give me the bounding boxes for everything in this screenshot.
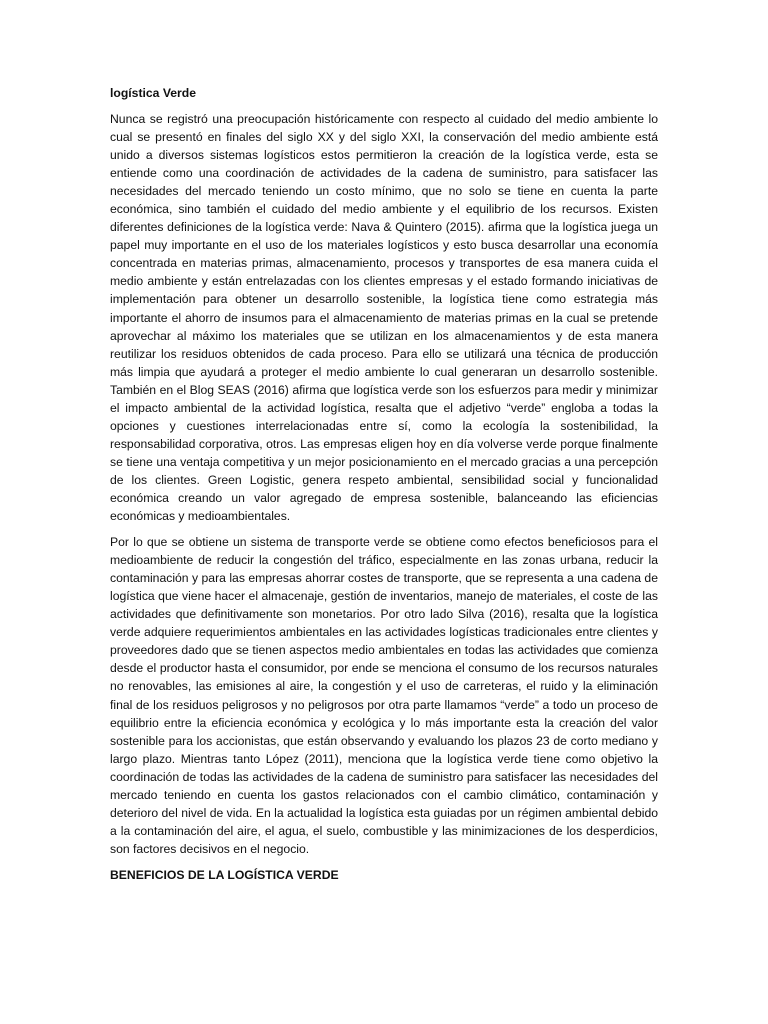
paragraph-intro: Nunca se registró una preocupación históricamente con respecto al cuidado del medio ambiente lo cual se presentó en finales del siglo XX y del siglo XXI, la conservación del medio ambiente está unido a diversos sistemas logísticos estos permitieron la creación de la logística verde, esta se entiende como una coordinación de actividades de la cadena de suministro, para satisfacer las necesidades del mercado teniendo un costo mínimo, que no solo se tiene en cuenta la parte económica, sino también el cuidado del medio ambiente y el equilibrio de los recursos. Existen diferentes definiciones de la logística verde: Nava & Quintero (2015). afirma que la logística juega un papel muy importante en el uso de los materiales logísticos y esto busca desarrollar una economía concentrada en materias primas, almacenamiento, procesos y transportes de esa manera cuida el medio ambiente y están entrelazadas con los clientes empresas y el estado formando iniciativas de implementación para obtener un desarrollo sostenible, la logística tiene como estrategia más importante el ahorro de insumos para el almacenamiento de materias primas en la cual se pretende aprovechar al máximo los materiales que se utilizan en los almacenamientos y de esta manera reutilizar los residuos obtenidos de cada proceso. Para ello se utilizará una técnica de producción más limpia que ayudará a proteger el medio ambiente lo cual generaran un desarrollo sostenible. También en el Blog SEAS (2016) afirma que logística verde son los esfuerzos para medir y minimizar el impacto ambiental de la actividad logística, resalta que el adjetivo “verde” engloba a todas la opciones y cuestiones interrelacionadas entre sí, como la ecología la sostenibilidad, la responsabilidad corporativa, otros. Las empresas eligen hoy en día volverse verde porque finalmente se tiene una ventaja competitiva y un mejor posicionamiento en el mercado gracias a una percepción de los clientes. Green Logistic, genera respeto ambiental, sensibilidad social y funcionalidad económica creando un valor agregado de empresa sostenible, balanceando las eficiencias económicas y medioambientales. [110, 112, 658, 524]
document-title: logística Verde [110, 86, 197, 100]
paragraph-transport: Por lo que se obtiene un sistema de transporte verde se obtiene como efectos beneficiosos para el medioambiente de reducir la congestión del tráfico, especialmente en las zonas urbana, reducir la contaminación y para las empresas ahorrar costes de transporte, que se representa a una cadena de logística que viene hacer el almacenaje, gestión de inventarios, manejo de materiales, el coste de las actividades que definitivamente son monetarios. Por otro lado Silva (2016), resalta que la logística verde adquiere requerimientos ambientales en las actividades logísticas tradicionales entre clientes y proveedores dado que se tienen aspectos medio ambientales en todas las actividades que comienza desde el productor hasta el consumidor, por ende se menciona el consumo de los recursos naturales no renovables, las emisiones al aire, la congestión y el uso de carreteras, el ruido y la eliminación final de los residuos peligrosos y no peligrosos por otra parte llamamos “verde” a todo un proceso de equilibrio entre la eficiencia económica y ecológica y lo más importante esta la creación del valor sostenible para los accionistas, que están observando y evaluando los plazos 23 de corto mediano y largo plazo. Mientras tanto López (2011), menciona que la logística verde tiene como objetivo la coordinación de todas las actividades de la cadena de suministro para satisfacer las necesidades del mercado teniendo en cuenta los gastos relacionados con el cambio climático, contaminación y deterioro del nivel de vida. En la actualidad la logística esta guiadas por un régimen ambiental debido a la contaminación del aire, el agua, el suelo, combustible y las minimizaciones de los desperdicios, son factores decisivos en el negocio. [110, 535, 658, 856]
document-page [110, 84, 658, 884]
section-heading: BENEFICIOS DE LA LOGÍSTICA VERDE [110, 867, 339, 882]
